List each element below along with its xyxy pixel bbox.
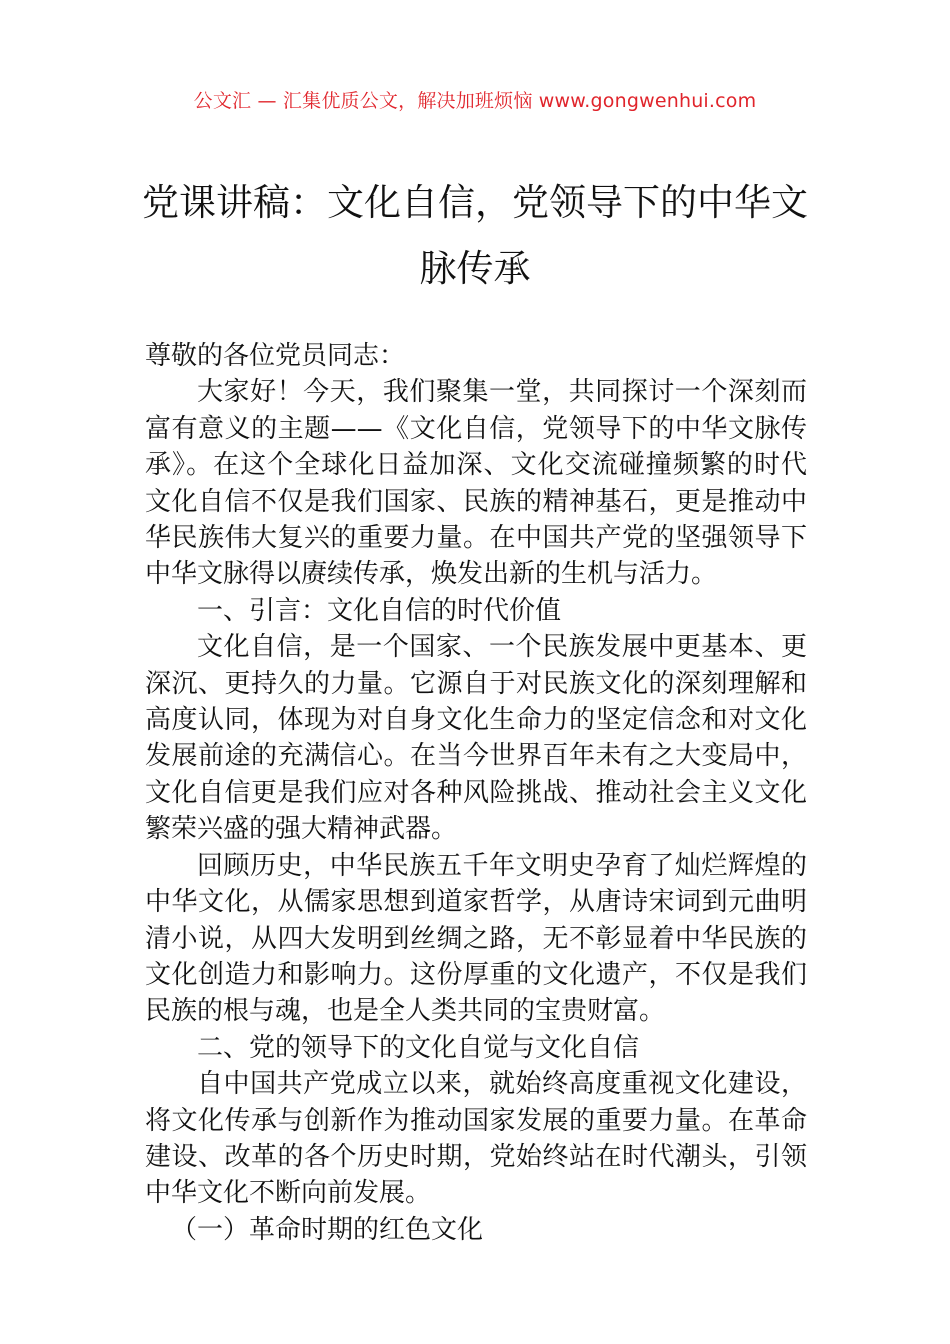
paragraph-intro: 大家好！今天，我们聚集一堂，共同探讨一个深刻而富有意义的主题——《文化自信，党领导下的中华文脉传承》。在这个全球化日益加深、文化交流碰撞频繁的时代文化自信不仅是我们国家、民族的精神基石，更是推动中华民族伟大复兴的重要力量。在中国共产党的坚强领导下中华文脉得以赓续传承，焕发出新的生机与活力。 (145, 377, 807, 590)
document-title-line-1: 党课讲稿：文化自信，党领导下的中华文 (142, 181, 808, 224)
document-title-line-2: 脉传承 (419, 247, 531, 290)
section-heading-2: 二、党的领导下的文化自觉与文化自信 (197, 1032, 640, 1063)
salutation: 尊敬的各位党员同志： (145, 341, 406, 371)
header-banner: 公文汇 — 汇集优质公文，解决加班烦恼 www.gongwenhui.com (193, 90, 757, 112)
paragraph-cultural-confidence: 文化自信，是一个国家、一个民族发展中更基本、更深沉、更持久的力量。它源自于对民族文化的深刻理解和高度认同，体现为对自身文化生命力的坚定信念和对文化发展前途的充满信心。在当今世界百年未有之大变局中，文化自信更是我们应对各种风险挑战、推动社会主义文化繁荣兴盛的强大精神武器。 (145, 632, 807, 845)
paragraph-history: 回顾历史，中华民族五千年文明史孕育了灿烂辉煌的中华文化，从儒家思想到道家哲学，从唐诗宋词到元曲明清小说，从四大发明到丝绸之路，无不彰显着中华民族的文化创造力和影响力。这份厚重的文化遗产，不仅是我们民族的根与魂，也是全人类共同的宝贵财富。 (145, 850, 807, 1027)
document-title (120, 170, 830, 302)
document-body (145, 338, 807, 1248)
paragraph-party-leadership: 自中国共产党成立以来，就始终高度重视文化建设，将文化传承与创新作为推动国家发展的重要力量。在革命建设、改革的各个历史时期，党始终站在时代潮头，引领中华文化不断向前发展。 (145, 1069, 807, 1209)
section-heading-1: 一、引言：文化自信的时代价值 (197, 595, 562, 626)
subsection-heading-1: （一）革命时期的红色文化 (171, 1214, 484, 1245)
